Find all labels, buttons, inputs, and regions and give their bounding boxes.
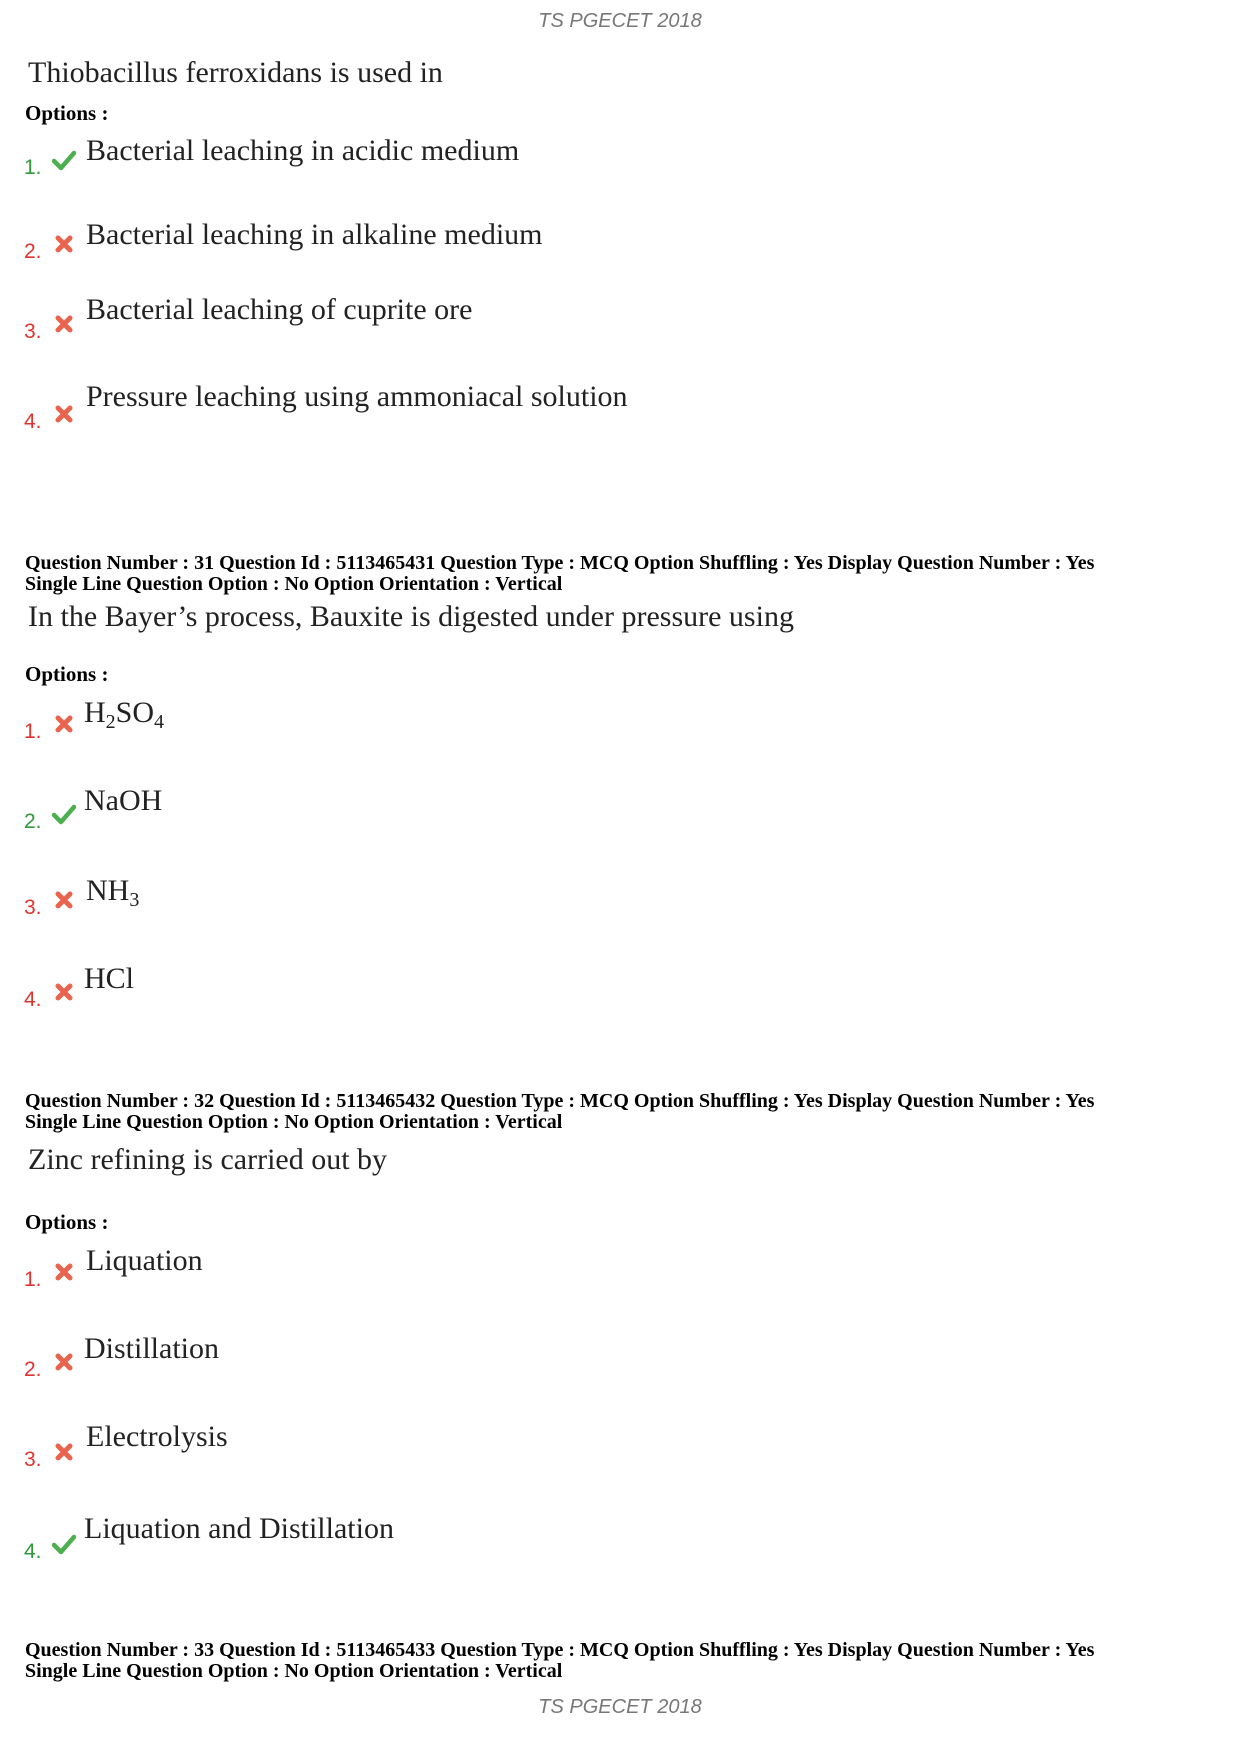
option-text: Liquation [86,1244,203,1277]
option-number: 3. [24,896,42,919]
q31-option-3 [0,874,1240,938]
options-label-q31: Options : [25,662,109,686]
option-text: Bacterial leaching in acidic medium [86,134,520,167]
option-text [84,696,164,734]
q30-option-2 [0,218,1240,278]
formula-part: NH [86,874,130,907]
question-31-meta [25,553,1094,595]
q32-option-2 [0,1332,1240,1398]
meta-line-1: Question Number : 32 Question Id : 5113465432 Question Type : MCQ Option Shuffling : Yes Display Question Number : Yes [25,1090,1095,1112]
page-header: TS PGECET 2018 [538,10,702,32]
option-text: Bacterial leaching of cuprite ore [86,293,473,326]
option-text: Pressure leaching using ammoniacal solution [86,380,628,413]
option-number: 1. [24,156,42,179]
q32-option-1 [0,1244,1240,1310]
checkmark-icon [52,1532,76,1556]
cross-icon [52,980,76,1004]
cross-icon [52,888,76,912]
option-text: NaOH [84,784,163,817]
q30-option-1 [0,134,1240,194]
question-31-text: In the Bayer’s process, Bauxite is digested under pressure using [28,600,794,633]
option-text: HCl [84,962,135,995]
options-label-q30: Options : [25,101,109,125]
q32-option-4 [0,1512,1240,1578]
meta-line-1: Question Number : 31 Question Id : 5113465431 Question Type : MCQ Option Shuffling : Yes Display Question Number : Yes [25,552,1095,574]
meta-line-2: Single Line Question Option : No Option Orientation : Vertical [25,1660,563,1682]
cross-icon [52,402,76,426]
q30-option-4 [0,380,1240,452]
option-number: 2. [24,240,42,263]
option-number: 2. [24,1358,42,1381]
option-number: 2. [24,810,42,833]
cross-icon [52,312,76,336]
q31-option-1 [0,696,1240,760]
formula-subscript: 4 [154,711,165,733]
meta-line-1: Question Number : 33 Question Id : 5113465433 Question Type : MCQ Option Shuffling : Yes Display Question Number : Yes [25,1639,1095,1661]
option-number: 1. [24,720,42,743]
cross-icon [52,712,76,736]
option-number: 4. [24,988,42,1011]
formula-subscript: 2 [105,711,116,733]
q31-option-2 [0,784,1240,850]
option-number: 1. [24,1268,42,1291]
page-footer: TS PGECET 2018 [538,1696,702,1718]
cross-icon [52,1260,76,1284]
option-text: Liquation and Distillation [84,1512,394,1545]
option-number: 3. [24,1448,42,1471]
options-label-q32: Options : [25,1210,109,1234]
checkmark-icon [52,148,76,172]
q32-option-3 [0,1420,1240,1488]
cross-icon [52,1350,76,1374]
option-number: 4. [24,1540,42,1563]
question-33-meta [25,1640,1094,1682]
q30-option-3 [0,293,1240,360]
option-number: 3. [24,320,42,343]
q31-option-4 [0,962,1240,1028]
meta-line-2: Single Line Question Option : No Option Orientation : Vertical [25,573,563,595]
option-text: Electrolysis [86,1420,228,1453]
cross-icon [52,232,76,256]
question-32-meta [25,1091,1094,1133]
question-30-text: Thiobacillus ferroxidans is used in [28,56,443,89]
question-32-text: Zinc refining is carried out by [28,1143,388,1176]
formula-part: SO [115,696,155,729]
option-text [86,874,139,912]
option-text: Distillation [84,1332,219,1365]
formula-subscript: 3 [129,889,140,911]
meta-line-2: Single Line Question Option : No Option Orientation : Vertical [25,1111,563,1133]
cross-icon [52,1440,76,1464]
checkmark-icon [52,802,76,826]
formula-part: H [84,696,106,729]
option-number: 4. [24,410,42,433]
option-text: Bacterial leaching in alkaline medium [86,218,543,251]
